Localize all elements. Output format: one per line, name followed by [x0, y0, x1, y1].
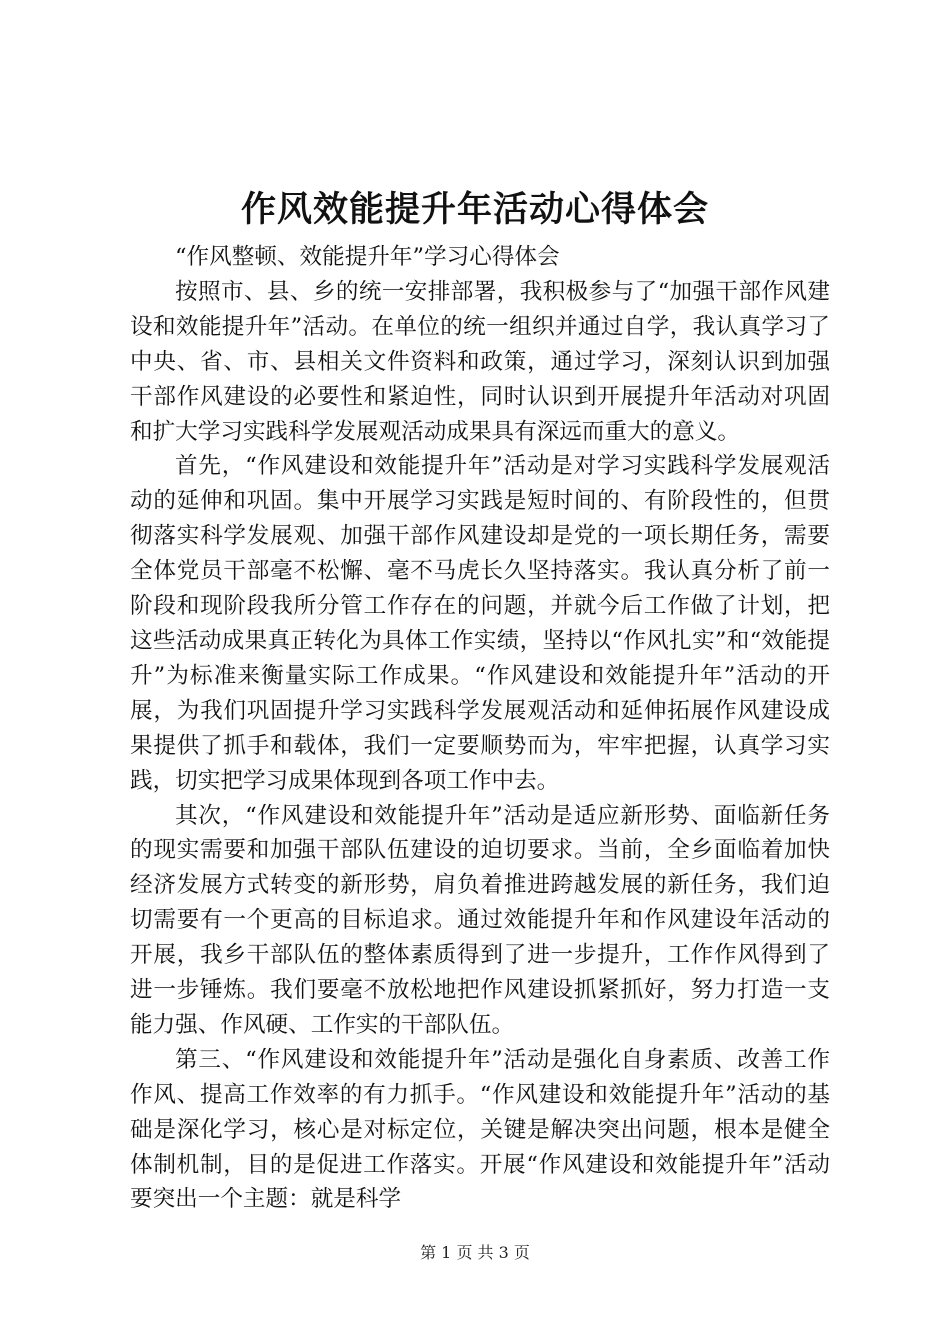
paragraph-first: 首先，“作风建设和效能提升年”活动是对学习实践科学发展观活动的延伸和巩固。集中开展学习实践是短时间的、有阶段性的，但贯彻落实科学发展观、加强干部作风建设却是党的一项长期任务，需要全体党员干部毫不松懈、毫不马虎长久坚持落实。我认真分析了前一阶段和现阶段我所分管工作存在的问题，并就今后工作做了计划，把这些活动成果真正转化为具体工作实绩，坚持以“作风扎实”和“效能提升”为标准来衡量实际工作成果。“作风建设和效能提升年”活动的开展，为我们巩固提升学习实践科学发展观活动和延伸拓展作风建设成果提供了抓手和载体，我们一定要顺势而为，牢牢把握，认真学习实践，切实把学习成果体现到各项工作中去。	[130, 453, 830, 794]
document-body	[130, 240, 830, 1217]
document-title: 作风效能提升年活动心得体会	[240, 189, 709, 230]
paragraph-subtitle: “作风整顿、效能提升年”学习心得体会	[175, 244, 560, 270]
paragraph-third: 第三、“作风建设和效能提升年”活动是强化自身素质、改善工作作风、提高工作效率的有力抓手。“作风建设和效能提升年”活动的基础是深化学习，核心是对标定位，关键是解决突出问题，根本是健全体制机制，目的是促进工作落实。开展“作风建设和效能提升年”活动要突出一个主题：就是科学	[130, 1046, 830, 1213]
page-footer: 第 1 页 共 3 页	[420, 1243, 530, 1262]
paragraph-second: 其次，“作风建设和效能提升年”活动是适应新形势、面临新任务的现实需要和加强干部队伍建设的迫切要求。当前，全乡面临着加快经济发展方式转变的新形势，肩负着推进跨越发展的新任务，我们迫切需要有一个更高的目标追求。通过效能提升年和作风建设年活动的开展，我乡干部队伍的整体素质得到了进一步提升，工作作风得到了进一步锤炼。我们要毫不放松地把作风建设抓紧抓好，努力打造一支能力强、作风硬、工作实的干部队伍。	[130, 802, 830, 1038]
paragraph-intro: 按照市、县、乡的统一安排部署，我积极参与了“加强干部作风建设和效能提升年”活动。在单位的统一组织并通过自学，我认真学习了中央、省、市、县相关文件资料和政策，通过学习，深刻认识到加强干部作风建设的必要性和紧迫性，同时认识到开展提升年活动对巩固和扩大学习实践科学发展观活动成果具有深远而重大的意义。	[130, 278, 830, 445]
